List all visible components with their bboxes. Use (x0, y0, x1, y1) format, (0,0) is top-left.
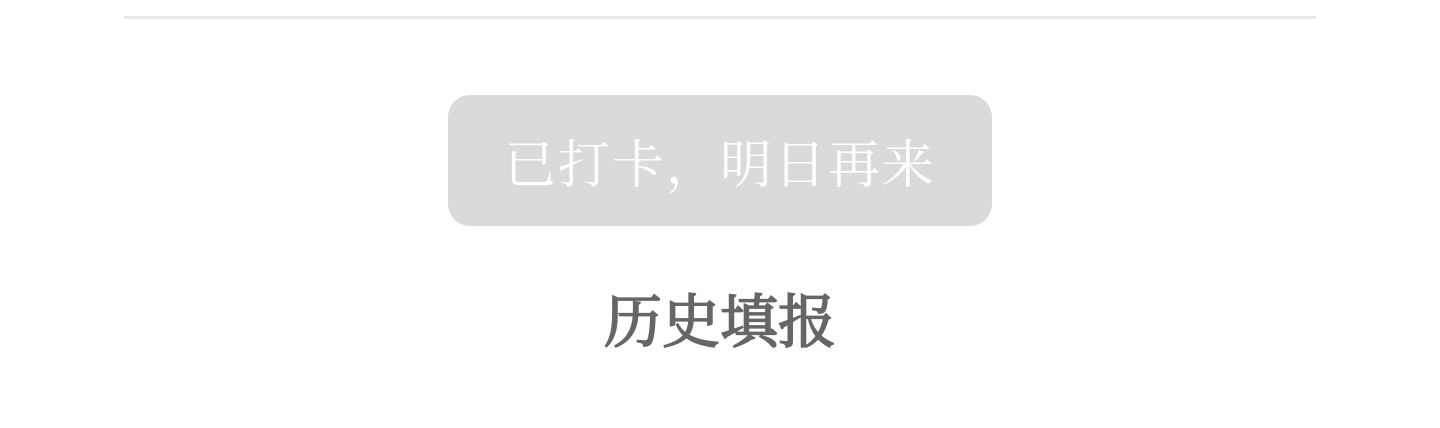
checkin-button[interactable]: 已打卡，明日再来 (448, 95, 992, 226)
history-reports-link[interactable]: 历史填报 (603, 288, 836, 356)
top-divider (124, 16, 1316, 19)
